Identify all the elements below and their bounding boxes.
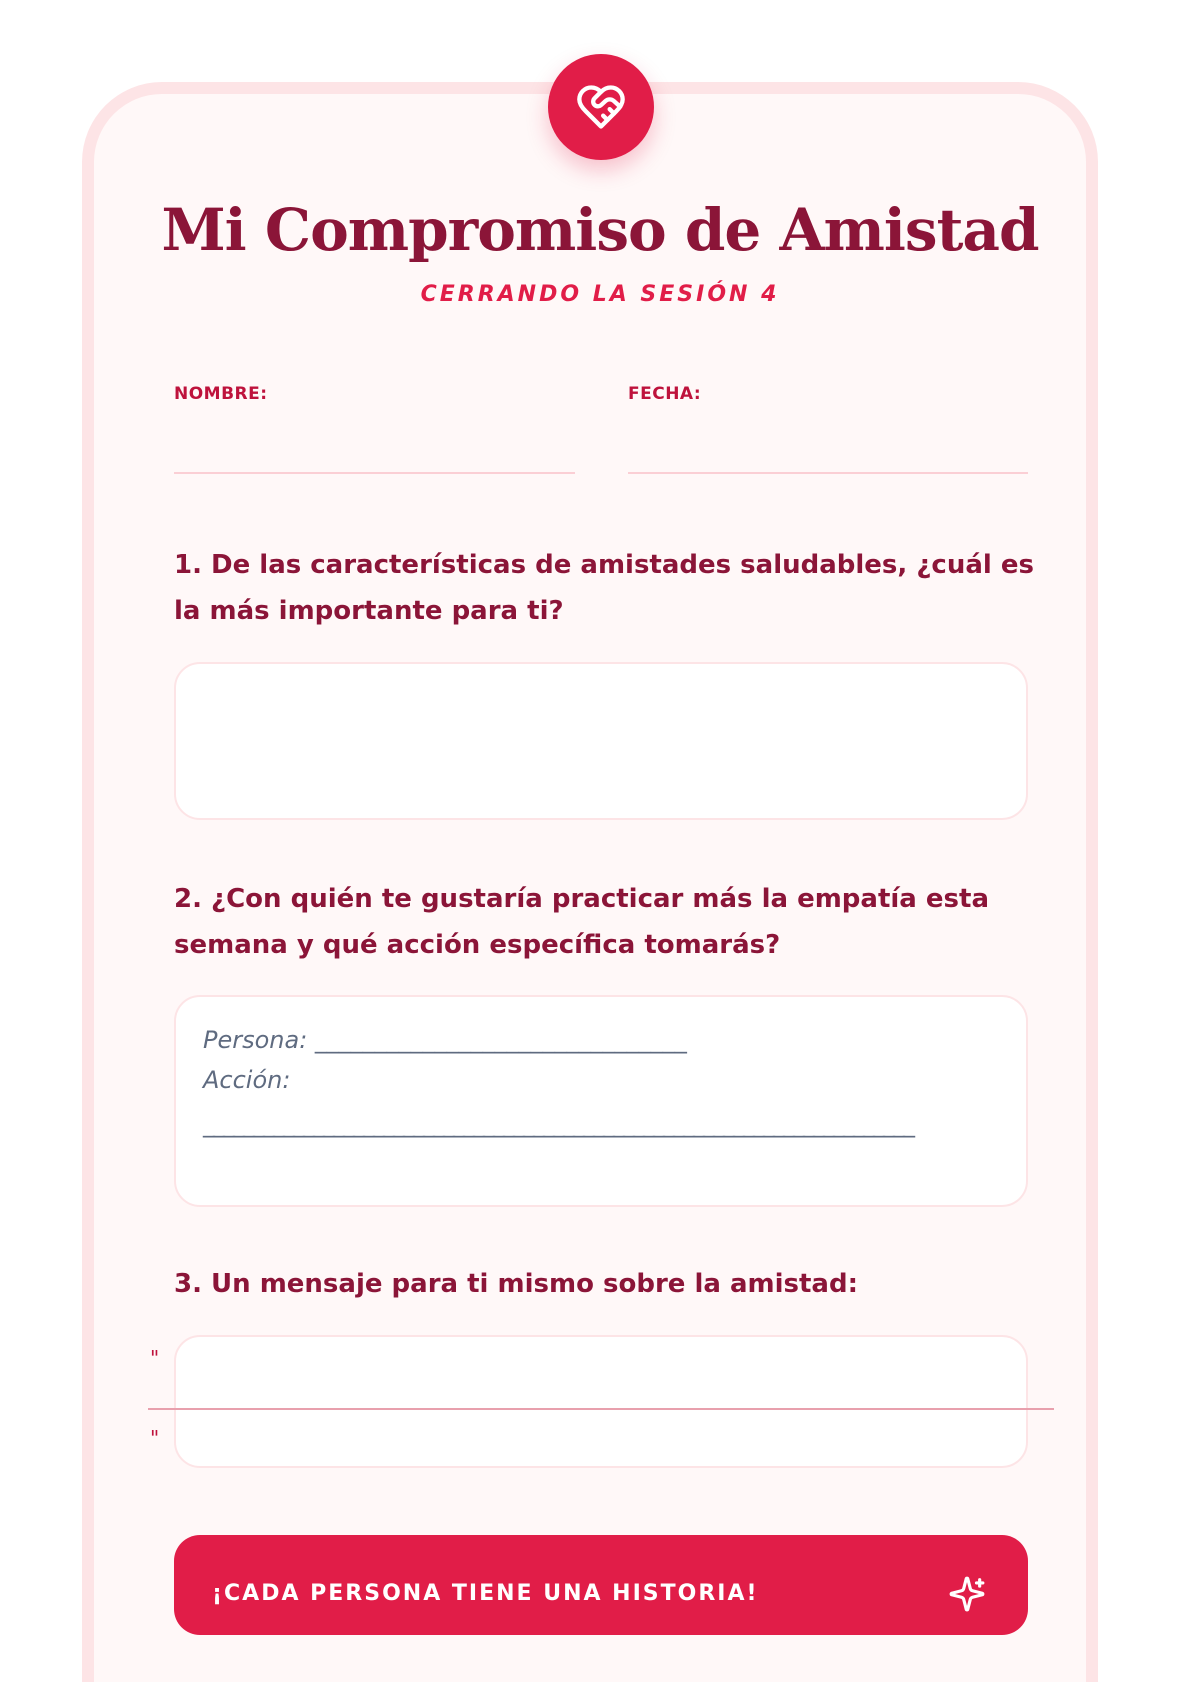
date-label: FECHA: <box>628 384 702 404</box>
heart-handshake-icon <box>575 81 627 133</box>
answer-box-3[interactable] <box>174 1335 1028 1468</box>
message-line <box>148 1408 1054 1410</box>
action-prompt: Acción: <box>203 1066 291 1094</box>
page-title: Mi Compromiso de Amistad <box>161 196 1039 264</box>
close-quote: " <box>150 1426 160 1450</box>
banner-text: ¡CADA PERSONA TIENE UNA HISTORIA! <box>212 1581 759 1606</box>
question-3: 3. Un mensaje para ti mismo sobre la amistad: <box>174 1269 858 1299</box>
sparkle-icon <box>948 1575 986 1613</box>
page-subtitle: CERRANDO LA SESIÓN 4 <box>420 282 780 307</box>
question-2: 2. ¿Con quién te gustaría practicar más la empatía esta semana y qué acción específica tomarás? <box>174 884 989 960</box>
action-line: _______________________________________________________________________ <box>203 1110 913 1138</box>
name-label: NOMBRE: <box>174 384 268 404</box>
name-field[interactable] <box>174 472 575 474</box>
open-quote: " <box>150 1346 160 1370</box>
footer-banner <box>174 1535 1028 1635</box>
date-field[interactable] <box>628 472 1028 474</box>
person-prompt: Persona: _______________________________ <box>203 1026 687 1054</box>
answer-box-1[interactable] <box>174 662 1028 820</box>
question-1: 1. De las características de amistades saludables, ¿cuál es la más importante para ti? <box>174 550 1034 626</box>
heart-badge <box>548 54 654 160</box>
